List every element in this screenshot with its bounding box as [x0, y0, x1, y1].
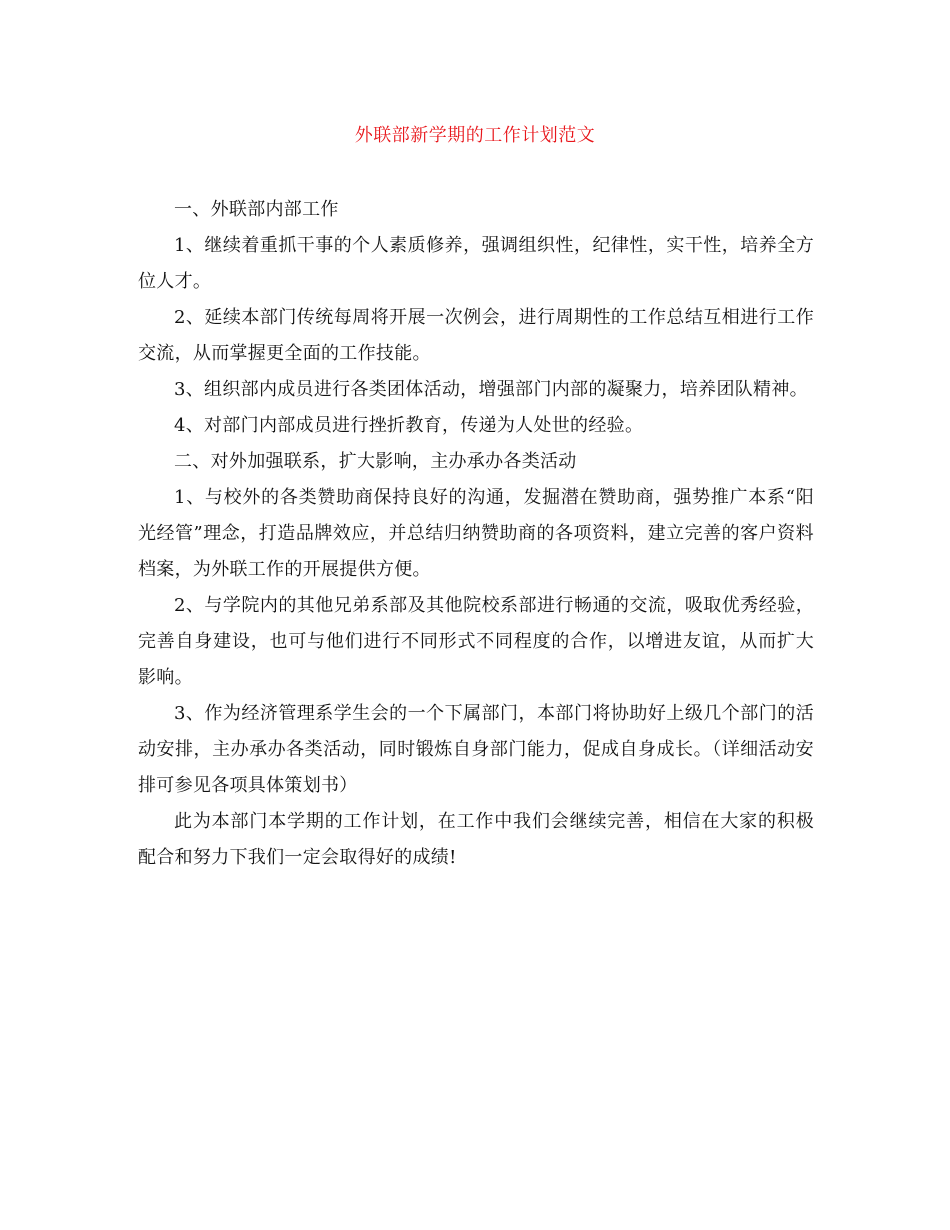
document-body	[138, 192, 814, 876]
internal-item-3: 3、组织部内成员进行各类团体活动，增强部门内部的凝聚力，培养团队精神。	[174, 379, 808, 400]
internal-item-2: 2、延续本部门传统每周将开展一次例会，进行周期性的工作总结互相进行工作交流，从而掌握更全面的工作技能。	[138, 307, 814, 364]
closing-paragraph: 此为本部门本学期的工作计划，在工作中我们会继续完善，相信在大家的积极配合和努力下我们一定会取得好的成绩!	[138, 811, 814, 868]
internal-item-1: 1、继续着重抓干事的个人素质修养，强调组织性，纪律性，实干性，培养全方位人才。	[138, 235, 814, 292]
document-title: 外联部新学期的工作计划范文	[354, 125, 596, 146]
internal-item-4: 4、对部门内部成员进行挫折教育，传递为人处世的经验。	[174, 415, 644, 436]
external-item-3: 3、作为经济管理系学生会的一个下属部门，本部门将协助好上级几个部门的活动安排，主办承办各类活动，同时锻炼自身部门能力，促成自身成长。（详细活动安排可参见各项具体策划书）	[138, 703, 814, 796]
external-item-2: 2、与学院内的其他兄弟系部及其他院校系部进行畅通的交流，吸取优秀经验，完善自身建设，也可与他们进行不同形式不同程度的合作，以增进友谊，从而扩大影响。	[138, 595, 814, 688]
external-item-1: 1、与校外的各类赞助商保持良好的沟通，发掘潜在赞助商，强势推广本系“阳光经管”理念，打造品牌效应，并总结归纳赞助商的各项资料，建立完善的客户资料档案，为外联工作的开展提供方便。	[138, 487, 814, 580]
section-heading-internal-work: 一、外联部内部工作	[174, 199, 339, 220]
section-heading-external-work: 二、对外加强联系，扩大影响，主办承办各类活动	[174, 451, 577, 472]
